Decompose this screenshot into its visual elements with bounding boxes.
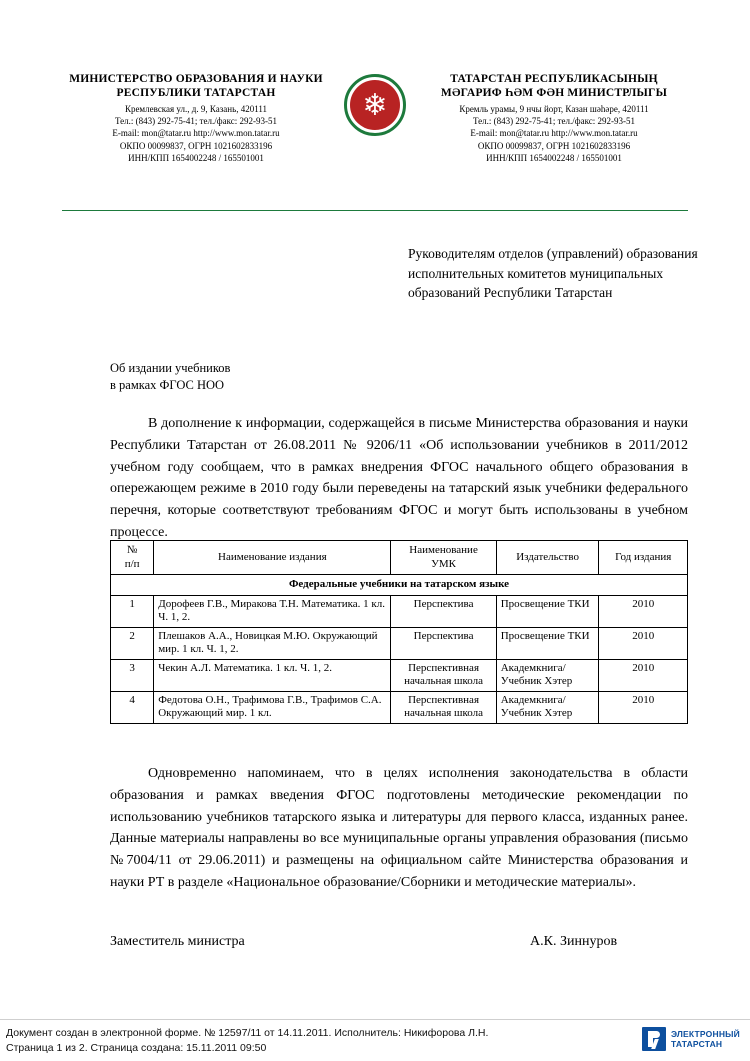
header-year: Год издания [599,541,688,575]
row-publisher: Просвещение ТКИ [496,627,599,659]
header-name: Наименование издания [154,541,391,575]
header-number-line2: п/п [124,557,140,570]
letterhead [62,72,688,164]
header-umk-line2: УМК [431,557,457,570]
letterhead-tatar [420,72,688,164]
subject-block [110,360,370,394]
row-umk: Перспективная начальная школа [391,659,496,691]
phone-ru: Тел.: (843) 292-75-41; тел./факс: 292-93-51 [114,116,277,127]
header-number [111,541,154,575]
ministry-title-tt-2: МӘГАРИФ ҺӘМ ФӘН МИНИСТРЛЫГЫ [440,87,668,99]
row-number: 2 [111,627,154,659]
ministry-title-ru-2: РЕСПУБЛИКИ ТАТАРСТАН [116,87,276,99]
footer-text [6,1026,488,1055]
email-tt: E-mail: mon@tatar.ru http://www.mon.tatar.ru [470,128,638,139]
row-name: Чекин А.Л. Математика. 1 кл. Ч. 1, 2. [154,659,391,691]
footer-line-2: Страница 1 из 2. Страница создана: 15.11.2011 09:50 [6,1041,267,1054]
footer-line-1: Документ создан в электронной форме. № 12597/11 от 14.11.2011. Исполнитель: Никифорова Л.Н. [6,1027,489,1039]
document-footer [0,1019,750,1061]
logo-line-1: ЭЛЕКТРОННЫЙ [670,1028,740,1039]
row-year: 2010 [599,659,688,691]
email-ru: E-mail: mon@tatar.ru http://www.mon.tatar.ru [112,128,280,139]
body-paragraph-2: Одновременно напоминаем, что в целях исполнения законодательства в области образования и рамках введения ФГОС подготовлены методические рекомендации по использованию учебников татарского языка и литературы для первого класса, изданных ранее. Данные материалы направлены во все муниципальные органы управления образования (письмо №7004/11 от 29.06.2011) и размещены на официальном сайте Министерства образования и науки РТ в разделе «Национальное образование/Сборники и методические материалы». [110,766,688,890]
electronic-tatarstan-logo [642,1027,740,1051]
row-publisher: Просвещение ТКИ [496,595,599,627]
header-umk-line1: Наименование [409,544,478,556]
header-number-line1: № [126,544,138,556]
table-row [111,627,688,659]
header-publisher: Издательство [496,541,599,575]
table-header-row [111,541,688,575]
letterhead-divider [62,210,688,211]
header-umk [391,541,496,575]
address-ru: Кремлевская ул., д. 9, Казань, 420111 [124,104,268,114]
textbooks-table [110,540,688,724]
table-section-title: Федеральные учебники на татарском языке [111,575,688,596]
table-section-row [111,575,688,596]
signature-position: Заместитель министра [110,934,245,949]
row-umk: Перспектива [391,627,496,659]
ministry-title-ru-1: МИНИСТЕРСТВО ОБРАЗОВАНИЯ И НАУКИ [69,73,323,85]
row-number: 1 [111,595,154,627]
logo-line-2: ТАТАРСТАН [670,1039,723,1049]
subject-line-1: Об издании учебников [110,361,231,375]
addressee-block: Руководителям отделов (управлений) образования исполнительных комитетов муниципальных образований Республики Татарстан [408,246,698,300]
table-row [111,659,688,691]
signature-name: А.К. Зиннуров [530,934,618,949]
subject-line-2: в рамках ФГОС НОО [110,378,225,392]
row-umk: Перспектива [391,595,496,627]
body-paragraph-1: В дополнение к информации, содержащейся в письме Министерства образования и науки Республики Татарстан от 26.08.2011 № 9206/11 «Об использовании учебников в 2011/2012 учебном году сообщаем, что в рамках внедрения ФГОС начального общего образования в опережающем режиме в 2010 году были переведены на татарский язык учебники федерального перечня, которые соответствуют требованиям ФГОС и могут быть использованы в учебном процессе. [110,416,688,540]
phone-tt: Тел.: (843) 292-75-41; тел./факс: 292-93-51 [472,116,635,127]
row-number: 3 [111,659,154,691]
row-name: Федотова О.Н., Трафимова Г.В., Трафимов С.А. Окружающий мир. 1 кл. [154,691,391,723]
row-publisher: Академкнига/ Учебник Хэтер [496,691,599,723]
address-tt: Кремль урамы, 9 нчы йорт, Казан шәһәре, 420111 [459,104,649,114]
inn-ru: ИНН/КПП 1654002248 / 165501001 [128,152,264,163]
row-year: 2010 [599,691,688,723]
table-row [111,595,688,627]
ministry-title-tt-1: ТАТАРСТАН РЕСПУБЛИКАСЫНЫҢ [450,73,658,85]
row-year: 2010 [599,627,688,659]
row-publisher: Академкнига/ Учебник Хэтер [496,659,599,691]
row-name: Плешаков А.А., Новицкая М.Ю. Окружающий мир. 1 кл. Ч. 1, 2. [154,627,391,659]
row-umk: Перспективная начальная школа [391,691,496,723]
okpo-ru: ОКПО 00099837, ОГРН 1021602833196 [119,140,273,151]
letterhead-russian [62,72,330,164]
okpo-tt: ОКПО 00099837, ОГРН 1021602833196 [477,140,631,151]
row-number: 4 [111,691,154,723]
electronic-tatarstan-mark-icon [642,1027,666,1051]
row-year: 2010 [599,595,688,627]
row-name: Дорофеев Г.В., Миракова Т.Н. Математика. 1 кл. Ч. 1, 2. [154,595,391,627]
coat-of-arms-icon: ❄ [344,74,406,136]
table-row [111,691,688,723]
inn-tt: ИНН/КПП 1654002248 / 165501001 [486,152,622,163]
